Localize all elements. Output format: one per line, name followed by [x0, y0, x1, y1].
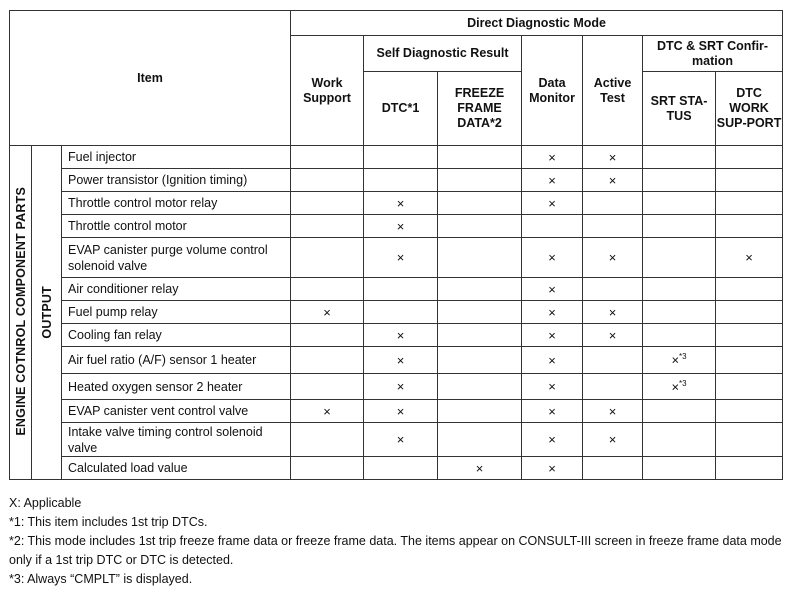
cell-freeze-frame: [438, 400, 522, 423]
cell-dtc: [364, 278, 438, 301]
cell-freeze-frame: [438, 215, 522, 238]
cell-work-support: [291, 215, 364, 238]
cell-active-test: ×: [583, 301, 643, 324]
cell-dtc-work-support: [716, 146, 783, 169]
cell-data-monitor: [522, 215, 583, 238]
cell-active-test: ×: [583, 238, 643, 278]
cell-freeze-frame: [438, 278, 522, 301]
cell-srt-status: [643, 192, 716, 215]
cell-srt-status: [643, 278, 716, 301]
cell-active-test: ×: [583, 169, 643, 192]
cell-work-support: [291, 423, 364, 457]
header-work-support: Work Support: [291, 36, 364, 146]
header-direct-diagnostic-mode: Direct Diagnostic Mode: [291, 11, 783, 36]
cell-freeze-frame: [438, 374, 522, 400]
row-item: Air fuel ratio (A/F) sensor 1 heater: [62, 347, 291, 374]
cell-freeze-frame: [438, 347, 522, 374]
table-row: [10, 192, 783, 215]
cell-freeze-frame: [438, 238, 522, 278]
row-item: Fuel injector: [62, 146, 291, 169]
subgroup-label: OUTPUT: [39, 286, 54, 339]
cell-work-support: [291, 278, 364, 301]
cell-dtc: [364, 169, 438, 192]
cell-dtc: ×: [364, 374, 438, 400]
row-item: EVAP canister purge volume control solenoid valve: [62, 238, 291, 278]
cell-data-monitor: ×: [522, 374, 583, 400]
srt-note-ref: *3: [679, 352, 687, 362]
cell-dtc-work-support: [716, 400, 783, 423]
cell-dtc-work-support: [716, 192, 783, 215]
cell-dtc: [364, 457, 438, 480]
cell-active-test: [583, 457, 643, 480]
cell-dtc-work-support: [716, 278, 783, 301]
cell-active-test: [583, 215, 643, 238]
note-applicable: X: Applicable: [9, 496, 82, 510]
subgroup-label-cell: [32, 146, 62, 480]
cell-srt-status: [643, 457, 716, 480]
cell-srt-status: [643, 347, 716, 374]
cell-work-support: [291, 146, 364, 169]
cell-dtc: ×: [364, 215, 438, 238]
row-item: Cooling fan relay: [62, 324, 291, 347]
cell-data-monitor: ×: [522, 400, 583, 423]
cell-srt-status: [643, 238, 716, 278]
table-row: [10, 324, 783, 347]
cell-dtc: ×: [364, 324, 438, 347]
cell-dtc: ×: [364, 192, 438, 215]
cell-srt-status: [643, 169, 716, 192]
cell-work-support: [291, 192, 364, 215]
cell-active-test: ×: [583, 324, 643, 347]
cell-data-monitor: ×: [522, 347, 583, 374]
cell-dtc: [364, 146, 438, 169]
header-item: Item: [10, 11, 291, 146]
cell-dtc: ×: [364, 423, 438, 457]
srt-mark: ×: [671, 352, 680, 368]
table-row: [10, 374, 783, 400]
cell-srt-status: [643, 423, 716, 457]
cell-dtc: ×: [364, 400, 438, 423]
row-item: Calculated load value: [62, 457, 291, 480]
table-row: [10, 146, 783, 169]
header-dtc-work-support: DTC WORK SUP-PORT: [716, 72, 783, 146]
cell-dtc-work-support: [716, 457, 783, 480]
cell-active-test: [583, 192, 643, 215]
table-row: [10, 347, 783, 374]
cell-data-monitor: ×: [522, 423, 583, 457]
cell-data-monitor: ×: [522, 169, 583, 192]
cell-dtc-work-support: [716, 301, 783, 324]
cell-active-test: [583, 347, 643, 374]
cell-freeze-frame: [438, 301, 522, 324]
srt-mark: ×: [671, 379, 680, 395]
cell-freeze-frame: [438, 146, 522, 169]
srt-note-ref: *3: [679, 378, 687, 388]
header-srt-status: SRT STA-TUS: [643, 72, 716, 146]
cell-freeze-frame: [438, 169, 522, 192]
cell-srt-status: [643, 215, 716, 238]
cell-dtc-work-support: [716, 374, 783, 400]
table-row: [10, 238, 783, 278]
header-dtc-srt-confirmation: DTC & SRT Confir-mation: [643, 36, 783, 72]
cell-freeze-frame: ×: [438, 457, 522, 480]
cell-freeze-frame: [438, 423, 522, 457]
note-2: *2: This mode includes 1st trip freeze frame data or freeze frame data. The items appear on CONSULT-III screen in freeze frame data mode only if a 1st trip DTC or DTC is detected.: [9, 534, 782, 567]
cell-freeze-frame: [438, 192, 522, 215]
cell-work-support: [291, 457, 364, 480]
cell-data-monitor: ×: [522, 192, 583, 215]
row-item: Air conditioner relay: [62, 278, 291, 301]
row-item: Power transistor (Ignition timing): [62, 169, 291, 192]
cell-data-monitor: ×: [522, 457, 583, 480]
table-row: [10, 423, 783, 457]
row-item: Fuel pump relay: [62, 301, 291, 324]
cell-work-support: [291, 169, 364, 192]
cell-freeze-frame: [438, 324, 522, 347]
cell-dtc-work-support: [716, 324, 783, 347]
cell-active-test: ×: [583, 146, 643, 169]
cell-work-support: [291, 374, 364, 400]
row-item: Throttle control motor: [62, 215, 291, 238]
row-item: Heated oxygen sensor 2 heater: [62, 374, 291, 400]
cell-srt-status: [643, 324, 716, 347]
note-1: *1: This item includes 1st trip DTCs.: [9, 515, 208, 529]
cell-data-monitor: ×: [522, 301, 583, 324]
cell-srt-status: [643, 374, 716, 400]
table-row: [10, 400, 783, 423]
cell-dtc: ×: [364, 238, 438, 278]
cell-active-test: [583, 374, 643, 400]
cell-dtc: ×: [364, 347, 438, 374]
table-body: [10, 146, 783, 480]
cell-srt-status: [643, 400, 716, 423]
cell-dtc-work-support: [716, 169, 783, 192]
cell-data-monitor: ×: [522, 146, 583, 169]
table-row: [10, 457, 783, 480]
table-row: [10, 215, 783, 238]
row-item: Intake valve timing control solenoid valve: [62, 423, 291, 457]
row-item: Throttle control motor relay: [62, 192, 291, 215]
cell-dtc-work-support: ×: [716, 238, 783, 278]
cell-dtc-work-support: [716, 347, 783, 374]
cell-srt-status: [643, 146, 716, 169]
cell-work-support: [291, 347, 364, 374]
footnotes: [9, 494, 789, 589]
diagnostic-mode-table: [9, 10, 783, 480]
cell-data-monitor: ×: [522, 238, 583, 278]
header-freeze-frame-data: FREEZE FRAME DATA*2: [438, 72, 522, 146]
cell-work-support: ×: [291, 301, 364, 324]
header-dtc: DTC*1: [364, 72, 438, 146]
cell-active-test: ×: [583, 400, 643, 423]
table-row: [10, 278, 783, 301]
cell-data-monitor: ×: [522, 324, 583, 347]
cell-dtc: [364, 301, 438, 324]
group-label: ENGINE COTNROL COMPONENT PARTS: [13, 186, 28, 436]
row-item: EVAP canister vent control valve: [62, 400, 291, 423]
cell-data-monitor: ×: [522, 278, 583, 301]
cell-active-test: [583, 278, 643, 301]
group-label-cell: [10, 146, 32, 480]
table-row: [10, 169, 783, 192]
cell-dtc-work-support: [716, 423, 783, 457]
cell-work-support: ×: [291, 400, 364, 423]
cell-srt-status: [643, 301, 716, 324]
cell-active-test: ×: [583, 423, 643, 457]
header-active-test: Active Test: [583, 36, 643, 146]
cell-work-support: [291, 324, 364, 347]
cell-work-support: [291, 238, 364, 278]
table-row: [10, 301, 783, 324]
note-3: *3: Always “CMPLT” is displayed.: [9, 572, 193, 586]
header-self-diagnostic-result: Self Diagnostic Result: [364, 36, 522, 72]
header-data-monitor: Data Monitor: [522, 36, 583, 146]
cell-dtc-work-support: [716, 215, 783, 238]
